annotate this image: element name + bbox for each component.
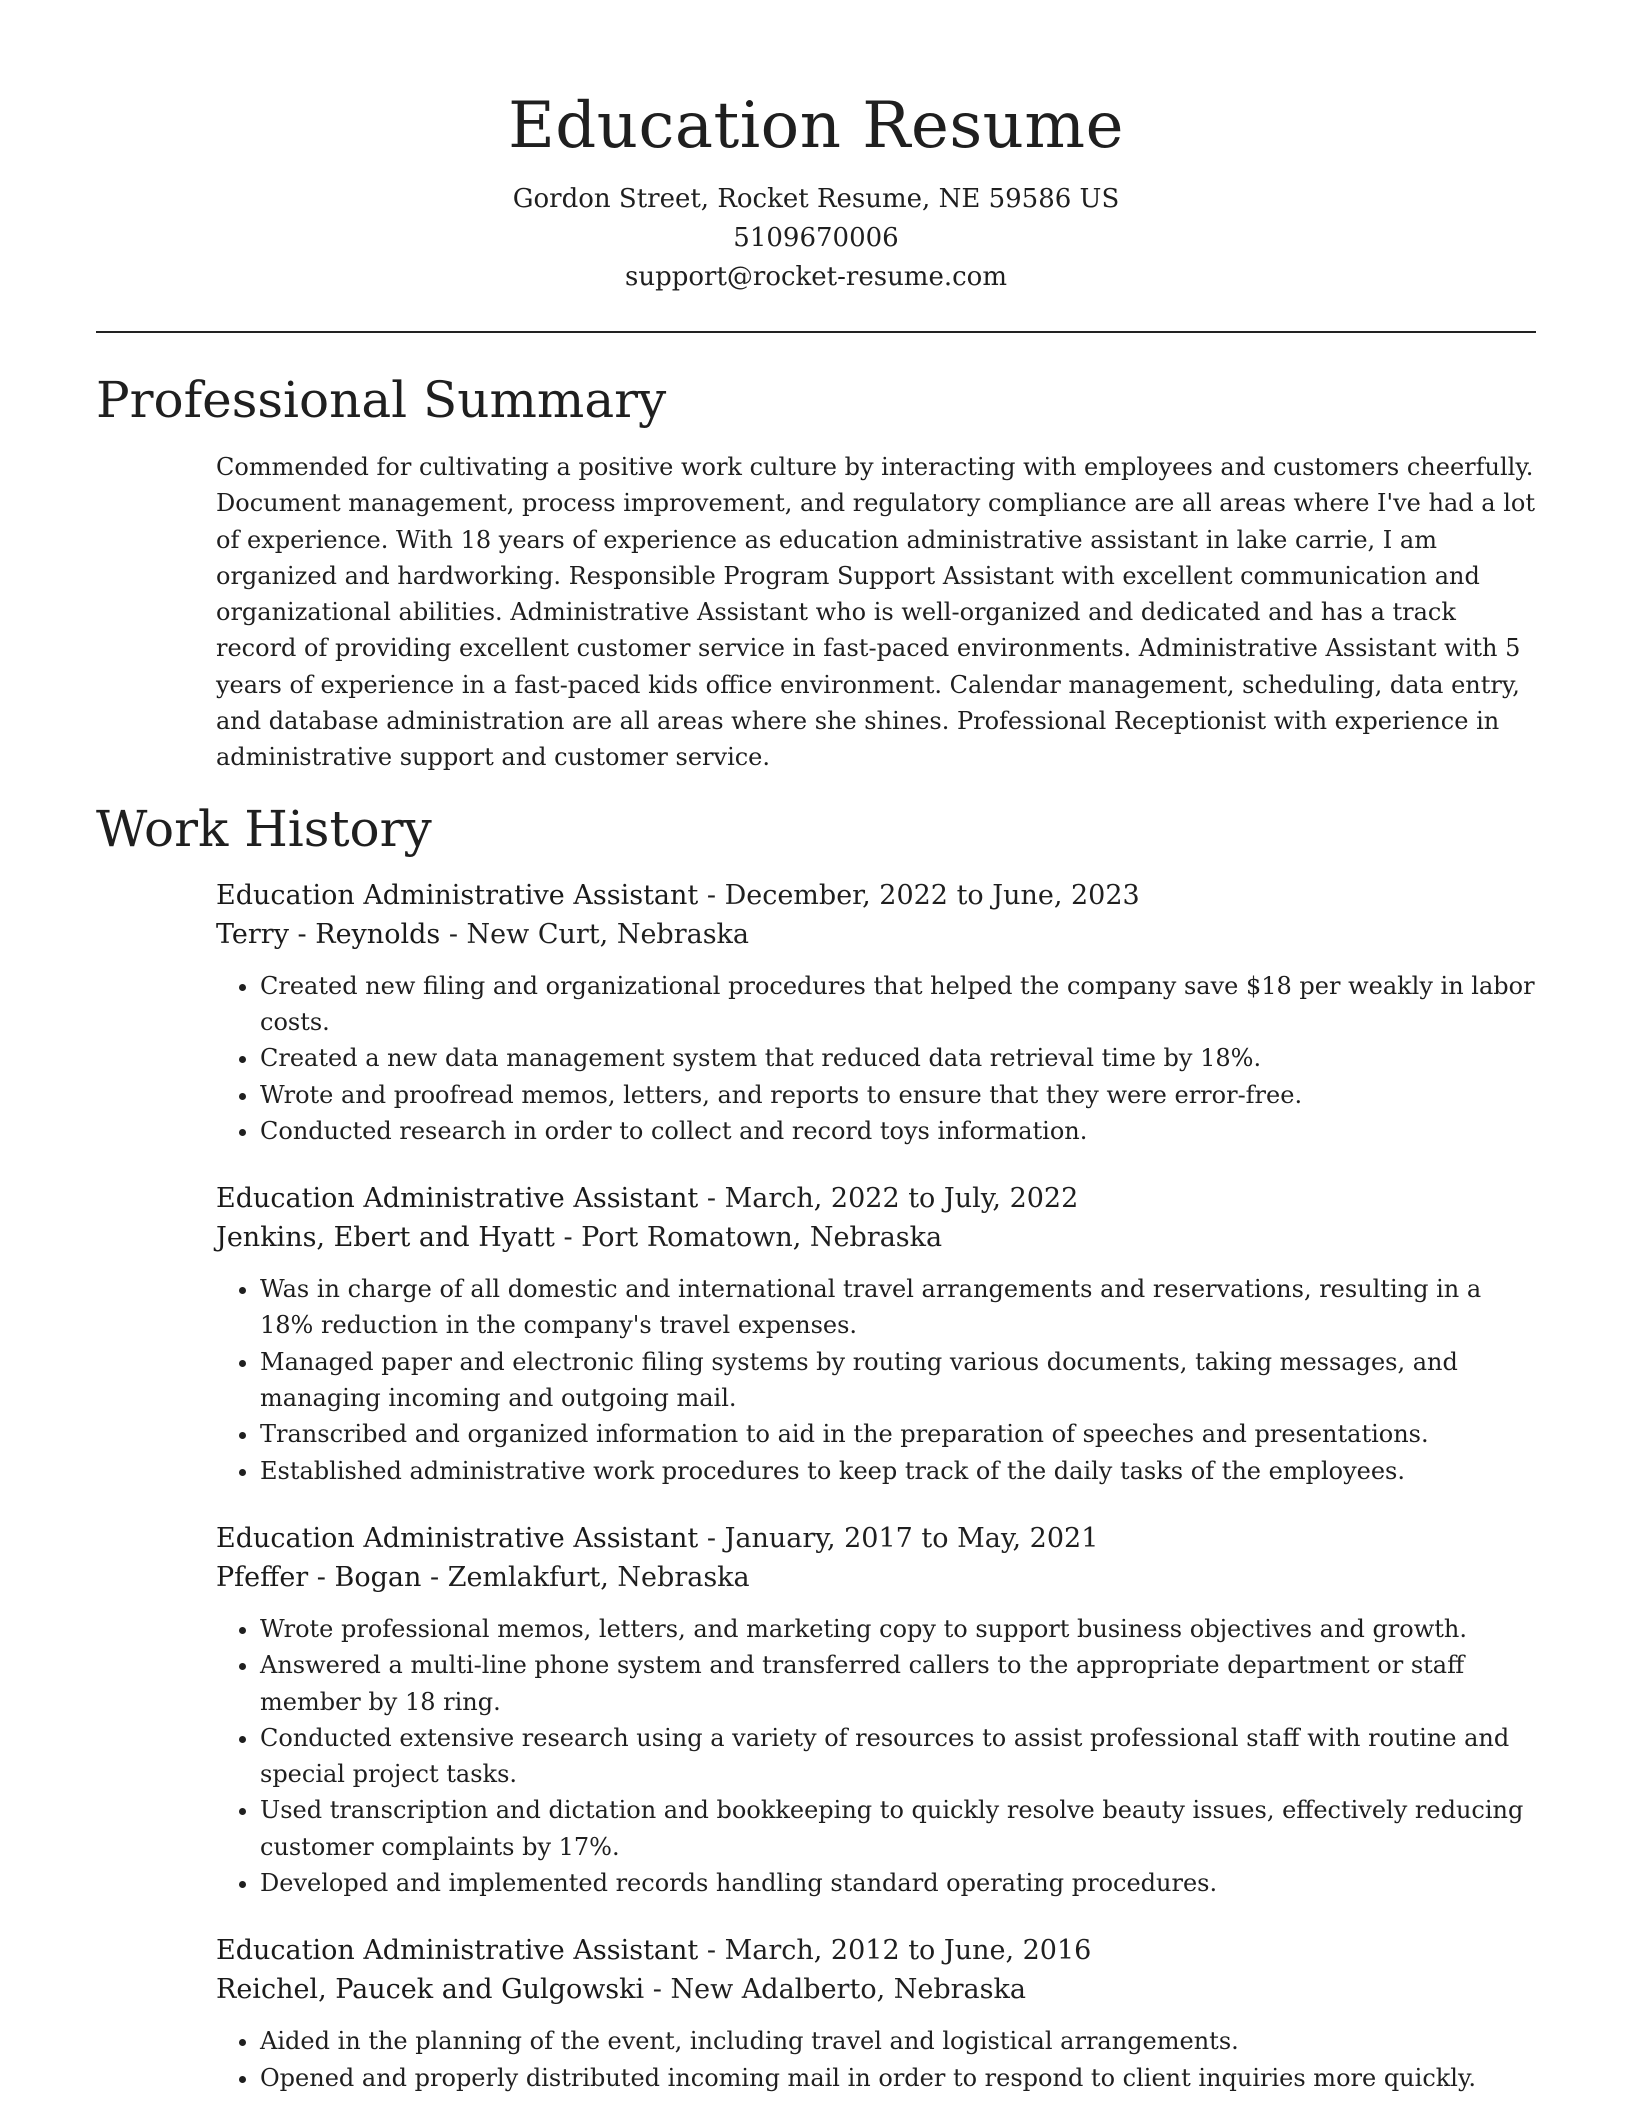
job-location-separator: -	[563, 1222, 582, 1254]
work-history-heading: Work History	[96, 799, 432, 858]
job-bullet: • Wrote and proofread memos, letters, and reports to ensure that they were error-free.	[260, 1077, 1536, 1113]
job-bullet: • Transcribed and organized information to aid in the preparation of speeches and presentations.	[260, 1416, 1536, 1452]
job-bullet: • Used transcription and dictation and bookkeeping to quickly resolve beauty issues, effectively reducing customer complaints by 17%.	[260, 1792, 1536, 1865]
job-dates-separator: -	[706, 1522, 725, 1554]
job-company: Pfeffer - Bogan	[216, 1561, 422, 1593]
job-entry	[216, 1519, 1536, 1901]
job-dates: March, 2022 to July, 2022	[724, 1183, 1079, 1215]
job-title-line	[216, 1519, 1536, 1558]
contact-address: Gordon Street, Rocket Resume, NE 59586 US	[512, 184, 1120, 214]
job-dates-separator: -	[706, 1183, 725, 1215]
job-location: New Curt, Nebraska	[466, 918, 750, 950]
job-location-separator: -	[448, 918, 467, 950]
job-bullet: • Opened and properly distributed incoming mail in order to respond to client inquiries more quickly.	[260, 2060, 1536, 2096]
job-dates-separator: -	[706, 1935, 725, 1967]
contact-block	[96, 180, 1536, 297]
job-title: Education Administrative Assistant	[216, 1935, 699, 1967]
summary-text: Commended for cultivating a positive work culture by interacting with employees and customers cheerfully. Document management, process improvement, and regulatory compliance are all areas where I've had a lot of experience. With 18 years of experience as education administrative assistant in lake carrie, I am organized and hardworking. Responsible Program Support Assistant with excellent communication and organizational abilities. Administrative Assistant who is well-organized and dedicated and has a track record of providing excellent customer service in fast-paced environments. Administrative Assistant with 5 years of experience in a fast-paced kids office environment. Calendar management, scheduling, data entry, and database administration are all areas where she shines. Professional Receptionist with experience in administrative support and customer service.	[216, 453, 1535, 772]
job-title-line	[216, 1931, 1536, 1970]
job-bullets	[216, 1271, 1536, 1489]
job-bullet: • Wrote professional memos, letters, and marketing copy to support business objectives and growth.	[260, 1611, 1536, 1647]
job-company: Jenkins, Ebert and Hyatt	[216, 1222, 555, 1254]
job-dates: December, 2022 to June, 2023	[724, 879, 1140, 911]
contact-email: support@rocket-resume.com	[624, 262, 1007, 292]
job-entry	[216, 1179, 1536, 1489]
job-company-line	[216, 1970, 1536, 2009]
job-dates-separator: -	[706, 879, 725, 911]
work-history-list	[216, 876, 1536, 2096]
job-company-line	[216, 915, 1536, 954]
job-title: Education Administrative Assistant	[216, 879, 699, 911]
job-company-line	[216, 1558, 1536, 1597]
job-bullet: • Was in charge of all domestic and international travel arrangements and reservations, resulting in a 18% reduction in the company's travel expenses.	[260, 1271, 1536, 1344]
job-location: New Adalberto, Nebraska	[670, 1974, 1026, 2006]
job-bullet: • Created new filing and organizational procedures that helped the company save $18 per weakly in labor costs.	[260, 968, 1536, 1041]
job-bullet: • Developed and implemented records handling standard operating procedures.	[260, 1865, 1536, 1901]
job-title: Education Administrative Assistant	[216, 1522, 699, 1554]
job-bullets	[216, 968, 1536, 1149]
job-location: Zemlakfurt, Nebraska	[447, 1561, 750, 1593]
job-title: Education Administrative Assistant	[216, 1183, 699, 1215]
job-bullet: • Conducted research in order to collect and record toys information.	[260, 1113, 1536, 1149]
job-title-line	[216, 1179, 1536, 1218]
job-dates: January, 2017 to May, 2021	[724, 1522, 1099, 1554]
job-dates: March, 2012 to June, 2016	[724, 1935, 1092, 1967]
resume-page	[96, 0, 1536, 2096]
header-divider	[96, 331, 1536, 333]
job-entry	[216, 1931, 1536, 2096]
job-bullet: • Answered a multi-line phone system and transferred callers to the appropriate department or staff member by 18 ring.	[260, 1647, 1536, 1720]
job-bullet: • Conducted extensive research using a variety of resources to assist professional staff with routine and special project tasks.	[260, 1720, 1536, 1793]
job-company-line	[216, 1218, 1536, 1257]
contact-phone: 5109670006	[733, 223, 899, 253]
job-bullets	[216, 2023, 1536, 2096]
job-company: Terry - Reynolds	[216, 918, 441, 950]
job-company: Reichel, Paucek and Gulgowski	[216, 1974, 645, 2006]
job-location-separator: -	[652, 1974, 671, 2006]
job-bullet: • Aided in the planning of the event, including travel and logistical arrangements.	[260, 2023, 1536, 2059]
resume-title: Education Resume	[508, 89, 1124, 163]
job-bullet: • Created a new data management system that reduced data retrieval time by 18%.	[260, 1040, 1536, 1076]
job-bullet: • Managed paper and electronic filing systems by routing various documents, taking messages, and managing incoming and outgoing mail.	[260, 1344, 1536, 1417]
job-location-separator: -	[429, 1561, 448, 1593]
job-location: Port Romatown, Nebraska	[581, 1222, 943, 1254]
summary-heading: Professional Summary	[96, 371, 667, 429]
job-title-line	[216, 876, 1536, 915]
job-entry	[216, 876, 1536, 1149]
job-bullet: • Established administrative work procedures to keep track of the daily tasks of the employees.	[260, 1453, 1536, 1489]
job-bullets	[216, 1611, 1536, 1901]
